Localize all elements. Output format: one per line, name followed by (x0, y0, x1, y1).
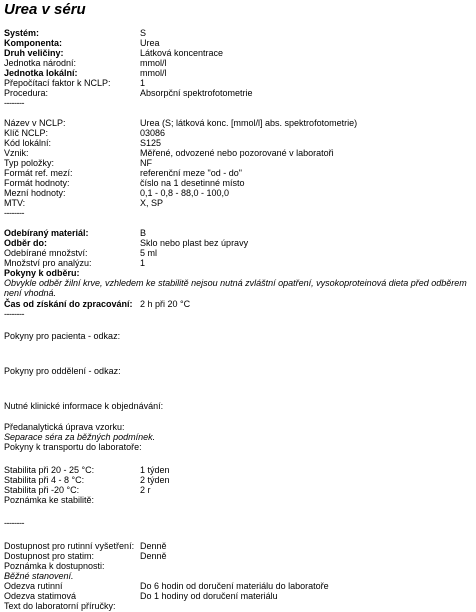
field-value: Urea (140, 38, 160, 48)
field-value: číslo na 1 desetinné místo (140, 178, 245, 188)
field-label: Jednotka lokální: (4, 68, 78, 78)
field-value: B (140, 228, 147, 238)
field-value: Měřené, odvozené nebo pozorované v laboratoři (140, 148, 334, 158)
field-value: 1 (140, 78, 146, 88)
field-value: 1 (140, 258, 146, 268)
field-label: Stabilita při 20 - 25 °C: (4, 465, 95, 475)
field-label: Odezva statimová (4, 591, 77, 601)
field-label: Kód lokální: (4, 138, 52, 148)
field-label: Čas od získání do zpracování: (4, 299, 133, 309)
field-value: referenční meze "od - do" (140, 168, 242, 178)
pokyny-pro-pacienta-label: Pokyny pro pacienta - odkaz: (4, 331, 121, 341)
field-label: Formát ref. mezí: (4, 168, 73, 178)
pokyny-k-odberu-label: Pokyny k odběru: (4, 268, 80, 278)
field-value: 0,1 - 0,8 - 88,0 - 100,0 (140, 188, 230, 198)
field-label: Typ položky: (4, 158, 55, 168)
field-value: Urea (S; látková konc. [mmol/l] abs. spektrofotometrie) (140, 118, 358, 128)
field-value: 2 týden (140, 475, 170, 485)
field-value: Absorpční spektrofotometrie (140, 88, 253, 98)
field-label: Odebírané množství: (4, 248, 88, 258)
field-value: mmol/l (140, 68, 167, 78)
field-label: Dostupnost pro statim: (4, 551, 95, 561)
field-label: Komponenta: (4, 38, 62, 48)
field-label: Odezva rutinní (4, 581, 63, 591)
field-label: Formát hodnoty: (4, 178, 70, 188)
field-value: Denně (140, 551, 167, 561)
field-value: 03086 (140, 128, 166, 138)
field-value: X, SP (140, 198, 164, 208)
field-label: Stabilita při -20 °C: (4, 485, 80, 495)
pokyny-k-odberu-text: Obvykle odběr žilní krve, vzhledem ke stabilitě nejsou nutná zvláštní opatření, vysokoproteinová dieta před odběrem není vhodná. (4, 278, 467, 298)
field-label: MTV: (4, 198, 26, 208)
field-value: Sklo nebo plast bez úpravy (140, 238, 249, 248)
field-label: Dostupnost pro rutinní vyšetření: (4, 541, 135, 551)
field-label: Jednotka národní: (4, 58, 77, 68)
field-value: 5 ml (140, 248, 158, 258)
text-do-prirucky-label: Text do laboratorní příručky: (4, 601, 116, 611)
field-label: Přepočítací faktor k NCLP: (4, 78, 111, 88)
field-value: S (140, 28, 147, 38)
field-label: Druh veličiny: (4, 48, 64, 58)
field-value: 2 h při 20 °C (140, 299, 191, 309)
field-label: Procedura: (4, 88, 49, 98)
field-value: mmol/l (140, 58, 167, 68)
field-value: Denně (140, 541, 167, 551)
predanalyticka-uprava-label: Předanalytická úprava vzorku: (4, 422, 125, 432)
separator: -------- (4, 98, 24, 108)
separator: -------- (4, 518, 24, 528)
field-label: Mezní hodnoty: (4, 188, 66, 198)
field-label: Systém: (4, 28, 40, 38)
field-label: Odebíraný materiál: (4, 228, 89, 238)
separator: -------- (4, 309, 24, 319)
field-value: Do 6 hodin od doručení materiálu do laboratoře (140, 581, 329, 591)
pokyny-pro-oddeleni-label: Pokyny pro oddělení - odkaz: (4, 366, 121, 376)
field-label: Název v NCLP: (4, 118, 66, 128)
poznamka-k-dostupnosti-text: Běžné stanovení. (4, 571, 74, 581)
field-label: Klíč NCLP: (4, 128, 49, 138)
field-label: Množství pro analýzu: (4, 258, 92, 268)
field-value: Látková koncentrace (140, 48, 224, 58)
field-value: 1 týden (140, 465, 170, 475)
predanalyticka-uprava-text: Separace séra za běžných podmínek. (4, 432, 156, 442)
field-value: NF (140, 158, 152, 168)
separator: -------- (4, 208, 24, 218)
poznamka-ke-stabilite-label: Poznámka ke stabilitě: (4, 495, 95, 505)
field-value: 2 r (140, 485, 151, 495)
field-value: S125 (140, 138, 162, 148)
field-label: Stabilita při 4 - 8 °C: (4, 475, 85, 485)
field-label: Vznik: (4, 148, 29, 158)
poznamka-k-dostupnosti-label: Poznámka k dostupnosti: (4, 561, 105, 571)
pokyny-transport-label: Pokyny k transportu do laboratoře: (4, 442, 142, 452)
field-value: Do 1 hodiny od doručení materiálu (140, 591, 278, 601)
page-title: Urea v séru (4, 1, 86, 18)
klinicke-informace-label: Nutné klinické informace k objednávání: (4, 401, 164, 411)
field-label: Odběr do: (4, 238, 47, 248)
